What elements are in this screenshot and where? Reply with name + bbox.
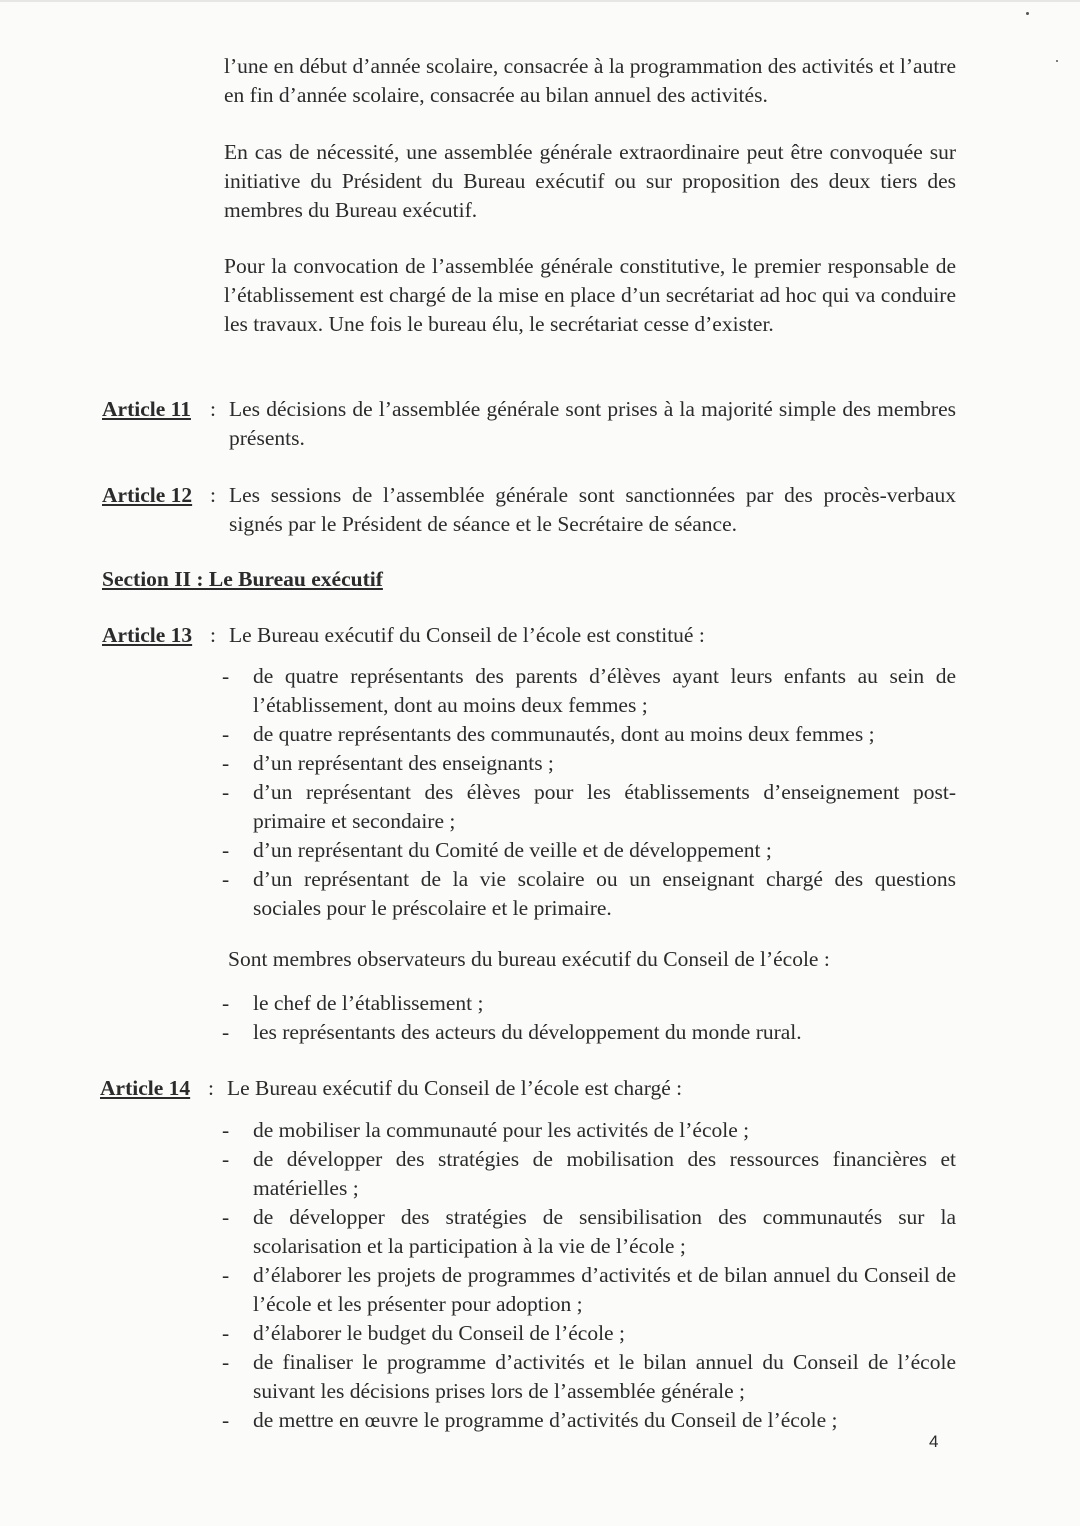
list-item-text: les représentants des acteurs du développement du monde rural. xyxy=(253,1020,802,1044)
list-item-text: de mobiliser la communauté pour les activités de l’école ; xyxy=(253,1118,750,1142)
article-label: Article 14 xyxy=(100,1076,191,1100)
list-item xyxy=(220,1348,956,1406)
list-item-text: d’un représentant de la vie scolaire ou un enseignant chargé des questions sociales pour le préscolaire et le primaire. xyxy=(253,867,956,920)
dash-bullet: - xyxy=(222,867,230,891)
page-number: 4 xyxy=(929,1432,939,1451)
article-colon: : xyxy=(208,1076,214,1100)
list-item-text: d’un représentant des enseignants ; xyxy=(253,751,554,775)
list-item xyxy=(220,1116,956,1145)
list-item xyxy=(220,1203,956,1261)
list-item xyxy=(220,1261,956,1319)
article-label: Article 12 xyxy=(102,483,193,507)
list-item xyxy=(220,1145,956,1203)
article-label: Article 11 xyxy=(102,397,191,421)
dash-bullet: - xyxy=(222,838,230,862)
list-item xyxy=(220,662,956,720)
list-item xyxy=(220,836,956,865)
dash-bullet: - xyxy=(222,664,230,688)
scan-speck xyxy=(1056,60,1058,62)
list-item xyxy=(220,778,956,836)
article-13-list xyxy=(220,662,956,923)
article-text: Le Bureau exécutif du Conseil de l’école est constitué : xyxy=(229,623,705,647)
article-text: Le Bureau exécutif du Conseil de l’école est chargé : xyxy=(227,1076,683,1100)
list-item-text: de mettre en œuvre le programme d’activités du Conseil de l’école ; xyxy=(253,1408,838,1432)
dash-bullet: - xyxy=(222,1408,230,1432)
list-item-text: de quatre représentants des communautés, dont au moins deux femmes ; xyxy=(253,722,875,746)
list-item-text: d’élaborer les projets de programmes d’activités et de bilan annuel du Conseil de l’école et les présenter pour adoption ; xyxy=(253,1263,956,1316)
dash-bullet: - xyxy=(222,1118,230,1142)
list-item-text: de finaliser le programme d’activités et le bilan annuel du Conseil de l’école suivant les décisions prises lors de l’assemblée générale ; xyxy=(253,1350,956,1403)
list-item-text: le chef de l’établissement ; xyxy=(253,991,484,1015)
list-item xyxy=(220,865,956,923)
dash-bullet: - xyxy=(222,1205,230,1229)
dash-bullet: - xyxy=(222,1147,230,1171)
dash-bullet: - xyxy=(222,991,230,1015)
list-item-text: d’un représentant des élèves pour les établissements d’enseignement post-primaire et secondaire ; xyxy=(253,780,956,833)
dash-bullet: - xyxy=(222,1321,230,1345)
dash-bullet: - xyxy=(222,1263,230,1287)
article-label: Article 13 xyxy=(102,623,193,647)
list-item xyxy=(220,1319,956,1348)
list-item xyxy=(220,720,956,749)
section-heading: Section II : Le Bureau exécutif xyxy=(102,567,383,591)
observers-list xyxy=(220,989,956,1047)
list-item xyxy=(220,1406,956,1435)
dash-bullet: - xyxy=(222,751,230,775)
list-item-text: d’élaborer le budget du Conseil de l’école ; xyxy=(253,1321,625,1345)
paragraph-assembly-sessions: l’une en début d’année scolaire, consacrée à la programmation des activités et l’autre en fin d’année scolaire, consacrée au bilan annuel des activités. xyxy=(224,54,956,107)
article-colon: : xyxy=(210,623,216,647)
article-colon: : xyxy=(210,397,216,421)
list-item-text: de développer des stratégies de mobilisation des ressources financières et matérielles ; xyxy=(253,1147,956,1200)
article-12 xyxy=(102,481,956,539)
article-text: Les sessions de l’assemblée générale sont sanctionnées par des procès-verbaux signés par le Président de séance et le Secrétaire de séance. xyxy=(229,483,956,536)
list-item-text: de quatre représentants des parents d’élèves ayant leurs enfants au sein de l’établissement, dont au moins deux femmes ; xyxy=(253,664,956,717)
paragraph-constitutive-assembly: Pour la convocation de l’assemblée générale constitutive, le premier responsable de l’établissement est chargé de la mise en place d’un secrétariat ad hoc qui va conduire les travaux. Une fois le bureau élu, le secrétariat cesse d’exister. xyxy=(224,254,956,336)
dash-bullet: - xyxy=(222,722,230,746)
list-item-text: de développer des stratégies de sensibilisation des communautés sur la scolarisation et la participation à la vie de l’école ; xyxy=(253,1205,956,1258)
article-text: Les décisions de l’assemblée générale sont prises à la majorité simple des membres présents. xyxy=(229,397,956,450)
dash-bullet: - xyxy=(222,1020,230,1044)
article-11 xyxy=(102,395,956,453)
dash-bullet: - xyxy=(222,1350,230,1374)
article-colon: : xyxy=(210,483,216,507)
list-item xyxy=(220,1018,956,1047)
list-item xyxy=(220,989,956,1018)
dash-bullet: - xyxy=(222,780,230,804)
article-13 xyxy=(102,621,956,650)
list-item-text: d’un représentant du Comité de veille et de développement ; xyxy=(253,838,772,862)
article-14-list xyxy=(220,1116,956,1435)
scan-speck xyxy=(1026,12,1029,15)
paragraph-extraordinary-assembly: En cas de nécessité, une assemblée générale extraordinaire peut être convoquée sur initiative du Président du Bureau exécutif ou sur proposition des deux tiers des membres du Bureau exécutif. xyxy=(224,140,956,222)
scan-edge xyxy=(0,0,1080,2)
observers-intro: Sont membres observateurs du bureau exécutif du Conseil de l’école : xyxy=(228,947,830,971)
article-14 xyxy=(100,1074,954,1103)
list-item xyxy=(220,749,956,778)
